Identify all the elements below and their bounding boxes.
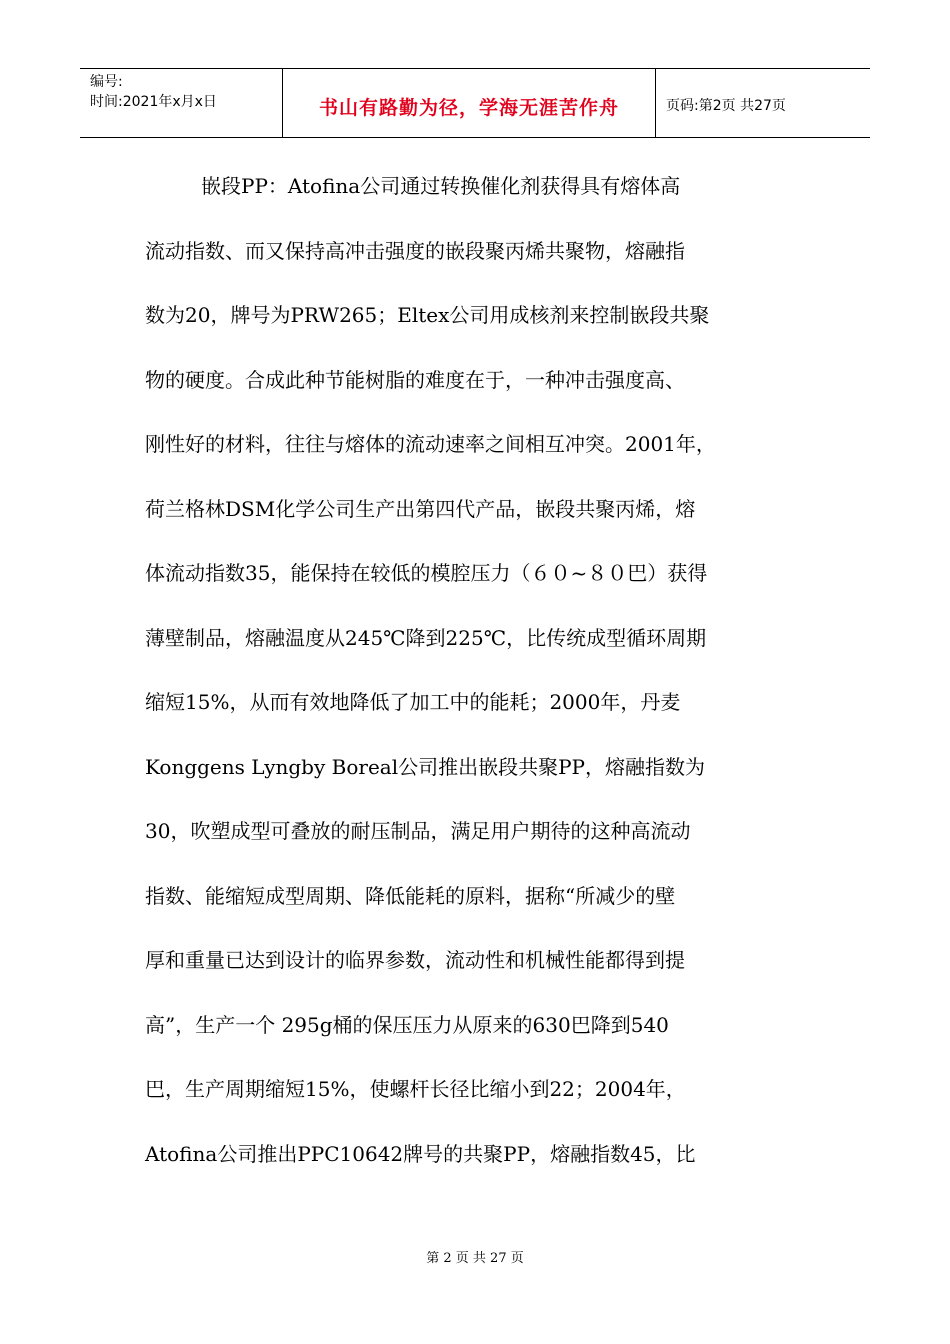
body-line: 刚性好的材料，往往与熔体的流动速率之间相互冲突。2001年， [145, 432, 716, 456]
header-page-info: 页码:第2页 共27页 [666, 98, 786, 114]
header-page-cell [656, 69, 870, 137]
body-line: 嵌段PP：Atofina公司通过转换催化剂获得具有熔体高 [201, 174, 681, 198]
body-line: 物的硬度。合成此种节能树脂的难度在于，一种冲击强度高、 [145, 367, 685, 392]
header-meta-cell [80, 69, 283, 137]
document-date-label: 时间:2021年x月x日 [90, 94, 217, 110]
header-motto-cell [283, 69, 656, 137]
body-line: 指数、能缩短成型周期、降低能耗的原料，据称“所减少的壁 [145, 883, 676, 908]
body-line: 厚和重量已达到设计的临界参数，流动性和机械性能都得到提 [145, 948, 685, 972]
page-footer: 第 2 页 共 27 页 [426, 1251, 524, 1266]
body-line: 薄壁制品，熔融温度从245℃降到225℃，比传统成型循环周期 [145, 625, 707, 650]
body-line: 缩短15%，从而有效地降低了加工中的能耗；2000年，丹麦 [145, 690, 681, 714]
body-line: 数为20，牌号为PRW265；Eltex公司用成核剂来控制嵌段共聚 [145, 303, 710, 327]
body-line: 荷兰格林DSM化学公司生产出第四代产品，嵌段共聚丙烯，熔 [145, 496, 696, 521]
body-line: 体流动指数35，能保持在较低的模腔压力（６０~８０巴）获得 [145, 561, 708, 585]
page-header [80, 68, 870, 138]
body-line: 流动指数、而又保持高冲击强度的嵌段聚丙烯共聚物，熔融指 [145, 238, 685, 263]
document-body [145, 158, 810, 1190]
header-motto: 书山有路勤为径，学海无涯苦作舟 [318, 97, 619, 119]
body-line: 高”，生产一个 295g桶的保压压力从原来的630巴降到540 [145, 1012, 669, 1037]
body-line: 巴，生产周期缩短15%，使螺杆长径比缩小到22；2004年， [145, 1077, 686, 1101]
document-number-label: 编号: [90, 74, 123, 90]
body-line: 30，吹塑成型可叠放的耐压制品，满足用户期待的这种高流动 [145, 819, 691, 843]
body-line: Atofina公司推出PPC10642牌号的共聚PP，熔融指数45，比 [145, 1141, 696, 1166]
body-line: Konggens Lyngby Boreal公司推出嵌段共聚PP，熔融指数为 [145, 754, 706, 779]
